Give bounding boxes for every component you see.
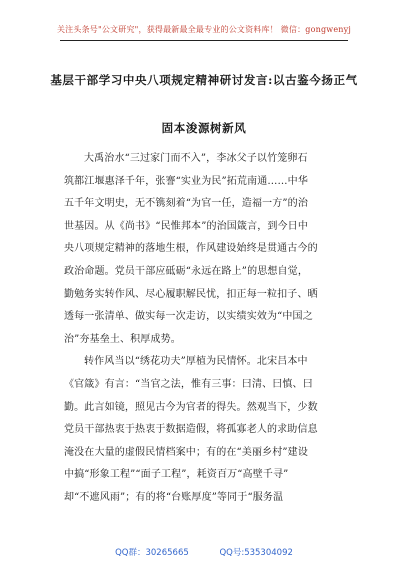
footer-qq-group: QQ群：30265665: [115, 548, 189, 558]
body-line: 央八项规定精神的落地生根，作风建设始终是贯通古今的: [64, 243, 318, 255]
body-line: 政治命题。党员干部应砥砺“永远在路上”的思想自觉，: [64, 265, 308, 277]
document-title-line-2: 固本浚源树新风: [161, 121, 247, 135]
body-line: 五千年文明史，无不镌刻着“为官一任，造福一方”的治: [64, 198, 308, 210]
body-line: 勤勉务实转作风、尽心履职解民忧，扣正每一粒扣子、晒: [64, 288, 318, 300]
body-line: 淹没在大量的虚假民情档案中；有的在“美丽乡村”建设: [64, 446, 308, 458]
header-divider: [60, 40, 348, 41]
body-line: 中搞“形象工程”“面子工程”，耗资百万“高壁千寻”: [64, 469, 289, 481]
body-line: 却“不遮风雨”；有的将“台账厚度”等同于“服务温: [64, 491, 284, 503]
body-line: 透每一张清单、做实每一次走访，以实绩实效为“中国之: [64, 311, 313, 323]
body-line: 治”夯基垒土、积厚成势。: [64, 333, 181, 345]
body-line: 筑都江堰惠泽千年，张謇“实业为民”拓荒南通……中华: [64, 175, 308, 187]
body-line: 党员干部热衷于热衷于数据造假，将孤寡老人的求助信息: [64, 424, 318, 436]
body-line: 《官箴》有言：“当官之法，惟有三事：曰清、曰慎、曰: [64, 378, 313, 390]
body-line: 大禹治水“三过家门而不入”，李冰父子以竹笼卵石: [84, 153, 308, 164]
body-line: 世基因。从《尚书》“民惟邦本”的治国箴言，到今日中: [64, 220, 308, 232]
body-line: 勤。此言如镜，照见古今为官者的得失。然观当下，少数: [64, 401, 318, 413]
document-title-line-1: 基层干部学习中央八项规定精神研讨发言:以古鉴今扬正气: [50, 73, 358, 87]
body-line: 转作风当以“绣花功夫”厚植为民情怀。北宋吕本中: [84, 356, 308, 368]
header-notice: 关注头条号"公文研究"，获得最新最全最专业的公文资料库！ 微信：gongwenyj: [56, 25, 352, 34]
footer-contact: [0, 546, 408, 558]
document-body: [64, 148, 346, 510]
footer-qq-number: QQ号:535304092: [219, 548, 293, 558]
